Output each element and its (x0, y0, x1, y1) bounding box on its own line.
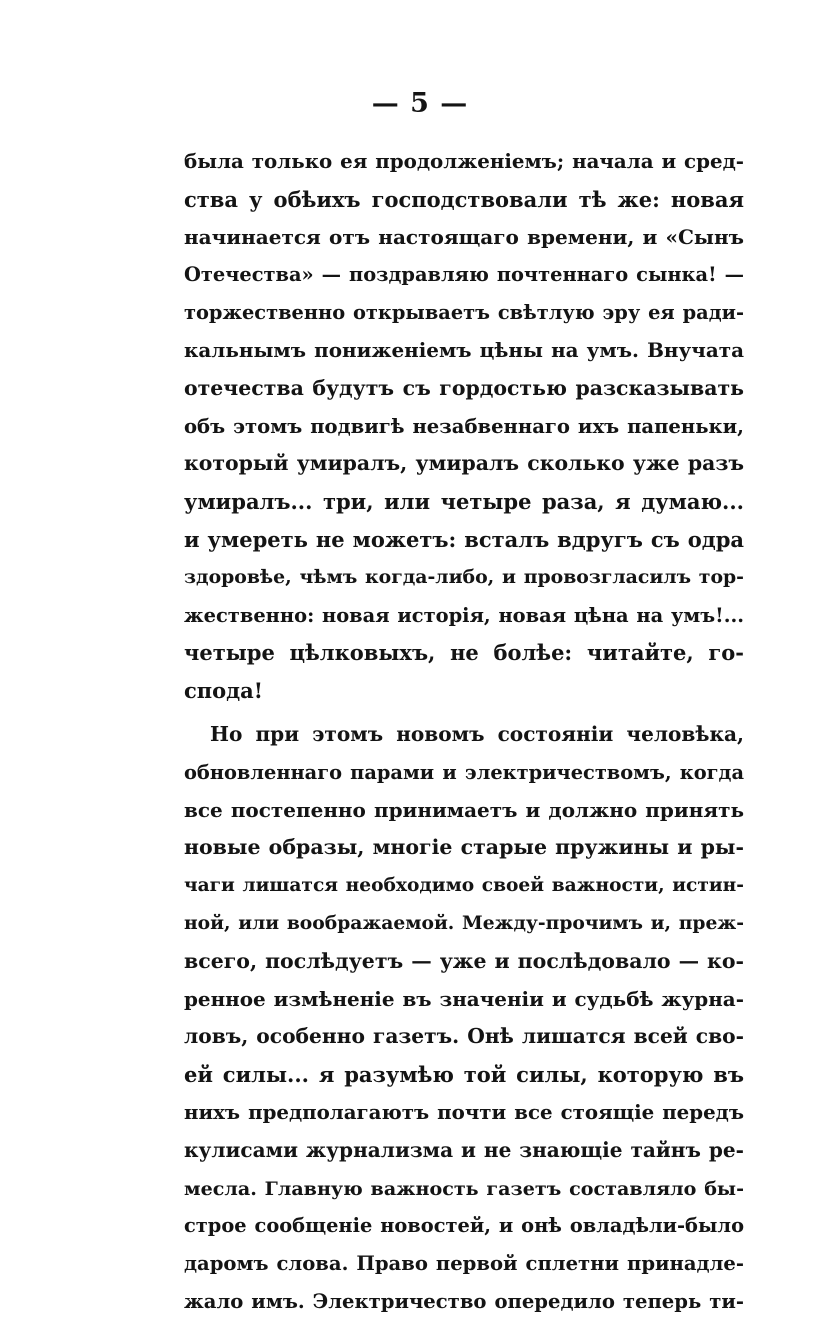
paragraph-1 (184, 143, 744, 710)
text-line: торжественно открываетъ свѣтлую эру ея ради- (184, 301, 744, 325)
text-line: объ этомъ подвигѣ незабвеннаго ихъ папеньки, (184, 414, 744, 438)
text-line: умиралъ... три, или четыре раза, я думаю... (184, 489, 744, 515)
text-line: и умереть не можетъ: всталъ вдругъ съ одра (184, 526, 744, 552)
text-line: строе сообщеніе новостей, и онѣ овладѣли-было (184, 1214, 744, 1238)
text-line: нихъ предполагаютъ почти все стоящіе передъ (184, 1099, 744, 1124)
text-line: начинается отъ настоящаго времени, и «Сынъ (184, 224, 744, 249)
text-line: ной, или воображаемой. Между-прочимъ и, преж- (184, 911, 744, 934)
text-line: всего, послѣдуетъ — уже и послѣдовало — ко- (184, 948, 744, 973)
text-line: Но при этомъ новомъ состояніи человѣка, (210, 721, 744, 746)
text-line: обновленнаго парами и электричествомъ, когда (184, 760, 744, 784)
text-line: спода! (184, 678, 263, 704)
text-line: все постепенно принимаетъ и должно принять (184, 797, 744, 822)
text-line: ловъ, особенно газетъ. Онѣ лишатся всей сво- (184, 1024, 744, 1049)
text-line: Отечества» — поздравляю почтеннаго сынка! — (184, 263, 744, 287)
text-line: который умиралъ, умиралъ сколько уже разъ (184, 451, 744, 476)
text-line: была только ея продолженіемъ; начала и сред- (184, 149, 744, 173)
body-text (184, 143, 744, 1321)
text-line: ей силы... я разумѣю той силы, которую въ (184, 1062, 744, 1088)
page-number: — 5 — (371, 88, 469, 119)
text-line: ства у обѣихъ господствовали тѣ же: новая (184, 186, 744, 212)
text-line: здоровѣе, чѣмъ когда-либо, и провозгласилъ тор- (184, 565, 744, 588)
text-line: месла. Главную важность газетъ составляло бы- (184, 1176, 744, 1200)
text-line: кальнымъ пониженіемъ цѣны на умъ. Внучата (184, 337, 744, 362)
text-line: новые образы, многіе старые пружины и ры- (184, 835, 744, 860)
text-line: четыре цѣлковыхъ, не болѣе: читайте, го- (184, 640, 744, 666)
text-line: ренное измѣненіе въ значеніи и судьбѣ журна- (184, 986, 744, 1011)
text-line: кулисами журнализма и не знающіе тайнъ ре- (184, 1137, 744, 1162)
text-line: чаги лишатся необходимо своей важности, истин- (184, 875, 744, 897)
text-line: жественно: новая исторія, новая цѣна на умъ!... (184, 603, 744, 627)
text-line: жало имъ. Электричество опередило теперь ти- (184, 1289, 744, 1313)
text-line: даромъ слова. Право первой сплетни принадле- (184, 1252, 744, 1276)
text-line: отечества будутъ съ гордостью разсказывать (184, 375, 744, 400)
paragraph-2 (184, 716, 744, 1321)
